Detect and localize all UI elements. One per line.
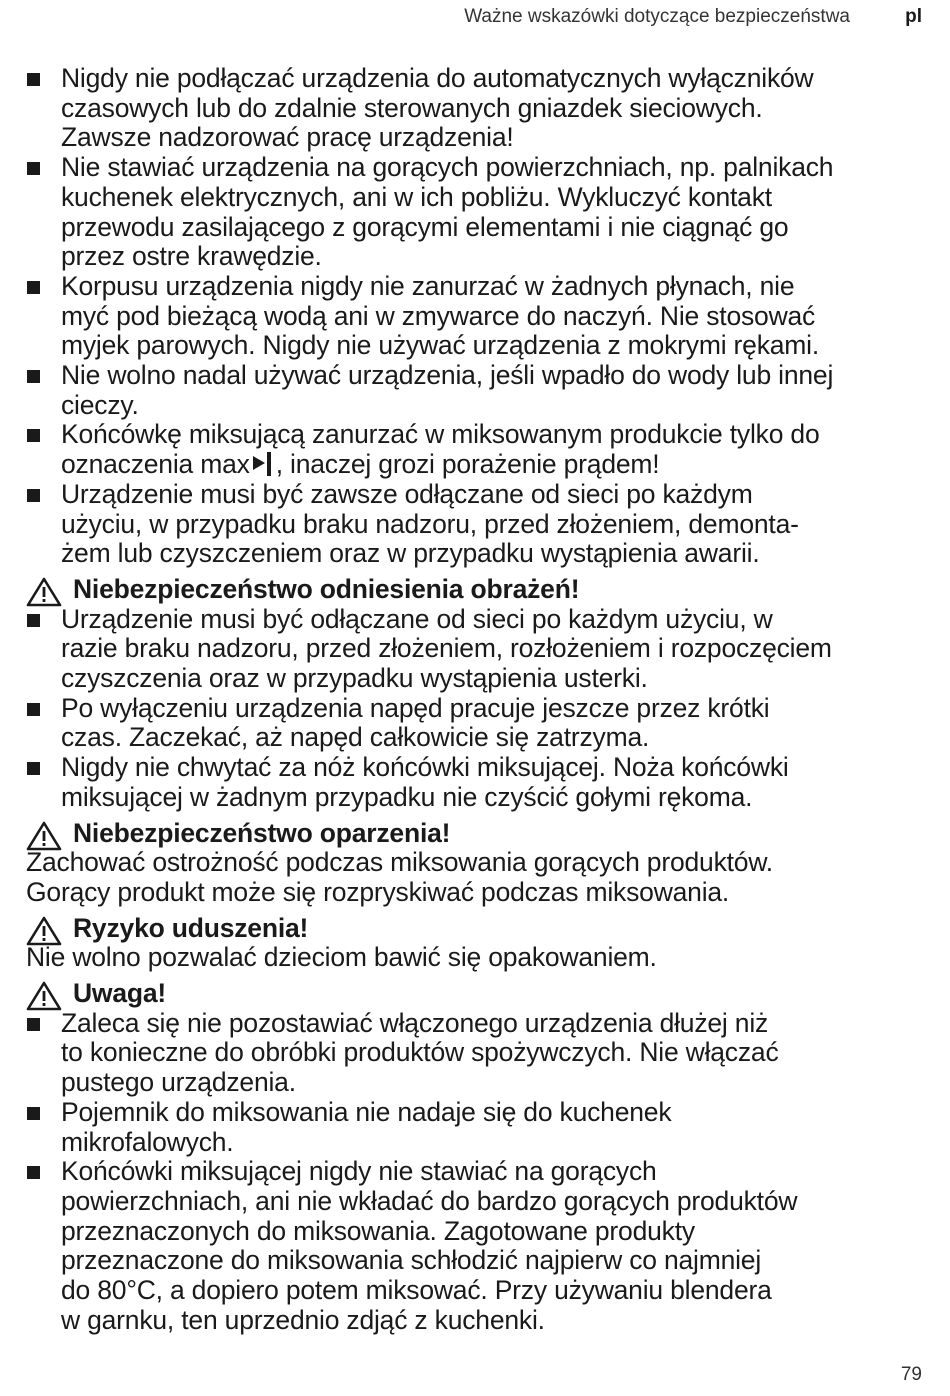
square-bullet-icon xyxy=(27,429,40,442)
warning-triangle-icon xyxy=(26,981,62,1011)
heading-text: Ryzyko uduszenia! xyxy=(73,912,309,943)
heading-text: Uwaga! xyxy=(73,978,167,1009)
max-level-arrow-icon xyxy=(250,450,276,476)
list-item-text: Korpusu urządzenia nigdy nie zanurzać w żadnych płynach, nie myć pod bieżącą wodą ani w zmywarce do naczyń. Nie stosować myjek parowych. Nigdy nie używać urządzenia z mokrymi rękami. xyxy=(61,270,820,361)
warning-heading-injury xyxy=(26,575,926,605)
list-item-text: Nigdy nie podłączać urządzenia do automatycznych wyłączników czasowych lub do zdalnie sterowanych gniazdek sieciowych. Zawsze nadzorować pracę urządzenia! xyxy=(61,63,814,153)
square-bullet-icon xyxy=(27,614,40,627)
list-item xyxy=(26,753,926,812)
warning-heading-suffocation xyxy=(26,914,926,944)
list-item xyxy=(26,480,926,569)
list-item xyxy=(26,605,926,694)
list-item-text: Po wyłączeniu urządzenia napęd pracuje jeszcze przez krótki czas. Zaczekać, aż napęd całkowicie się zatrzyma. xyxy=(61,692,770,753)
square-bullet-icon xyxy=(27,489,40,502)
square-bullet-icon xyxy=(27,73,40,86)
max-label: max xyxy=(200,449,250,480)
list-item xyxy=(26,694,926,753)
list-item-text: Końcówki miksującej nigdy nie stawiać na gorących powierzchniach, ani nie wkładać do bardzo gorących produktów przeznaczonych do miksowania. Zagotowane produkty przeznaczone do miksowania schłodzić najpierw co najmniej do 80°C, a dopiero potem miksować. Przy używaniu blendera w garnku, ten uprzednio zdjąć z kuchenki. xyxy=(61,1156,798,1335)
square-bullet-icon xyxy=(27,162,40,175)
list-item xyxy=(26,272,926,361)
list-item xyxy=(26,64,926,153)
page-number: 79 xyxy=(900,1364,922,1385)
warning-heading-caution xyxy=(26,979,926,1009)
list-item-text: Pojemnik do miksowania nie nadaje się do kuchenek mikrofalowych. xyxy=(61,1096,672,1157)
square-bullet-icon xyxy=(27,1107,40,1120)
list-item-text: Końcówkę miksującą zanurzać w miksowanym produkcie tylko do oznaczenia max , inaczej grozi porażenie prądem! xyxy=(61,419,820,480)
square-bullet-icon xyxy=(27,703,40,716)
warning-triangle-icon xyxy=(26,916,62,946)
square-bullet-icon xyxy=(27,370,40,383)
list-item-text: Nie stawiać urządzenia na gorących powierzchniach, np. palnikach kuchenek elektrycznych, ani w ich pobliżu. Wykluczyć kontakt przewodu zasilającego z gorącymi elementami i nie ciągnąć go przez ostre krawędzie. xyxy=(61,152,834,272)
language-code: pl xyxy=(905,6,922,27)
list-item-text: Urządzenie musi być odłączane od sieci po każdym użyciu, w razie braku nadzoru, przed złożeniem, rozłożeniem i rozpoczęciem czyszczenia oraz w przypadku wystąpienia usterki. xyxy=(61,603,832,694)
list-item xyxy=(26,1009,926,1098)
list-item-text: Urządzenie musi być zawsze odłączane od sieci po każdym użyciu, w przypadku braku nadzoru, przed złożeniem, demonta- żem lub czyszczeniem oraz w przypadku wystąpienia awarii. xyxy=(61,478,799,569)
list-item-text: Nigdy nie chwytać za nóż końcówki miksującej. Noża końcówki miksującej w żadnym przypadku nie czyścić gołymi rękoma. xyxy=(61,752,789,812)
warning-triangle-icon xyxy=(26,577,62,607)
warning-heading-scald xyxy=(26,819,926,849)
list-item-max-mark xyxy=(26,420,926,479)
paragraph-scald: Zachować ostrożność podczas miksowania gorących produktów. Gorący produkt może się rozpryskiwać podczas miksowania. xyxy=(26,847,773,907)
list-item-text: Zaleca się nie pozostawiać włączonego urządzenia dłużej niż to konieczne do obróbki produktów spożywczych. Nie włączać pustego urządzenia. xyxy=(61,1007,779,1098)
header-title: Ważne wskazówki dotyczące bezpieczeństwa xyxy=(464,6,850,27)
warning-triangle-icon xyxy=(26,821,62,851)
list-item xyxy=(26,1098,926,1157)
heading-text: Niebezpieczeństwo oparzenia! xyxy=(73,817,451,848)
square-bullet-icon xyxy=(27,281,40,294)
square-bullet-icon xyxy=(27,1166,40,1179)
square-bullet-icon xyxy=(27,1018,40,1031)
list-item-text: Nie wolno nadal używać urządzenia, jeśli wpadło do wody lub innej cieczy. xyxy=(61,360,834,420)
list-item xyxy=(26,361,926,420)
heading-text: Niebezpieczeństwo odniesienia obrażeń! xyxy=(73,573,580,604)
page-header xyxy=(0,6,950,30)
document-body xyxy=(26,64,926,1335)
paragraph-suffocation: Nie wolno pozwalać dzieciom bawić się opakowaniem. xyxy=(26,942,657,973)
list-item xyxy=(26,153,926,272)
square-bullet-icon xyxy=(27,762,40,775)
list-item xyxy=(26,1157,926,1335)
